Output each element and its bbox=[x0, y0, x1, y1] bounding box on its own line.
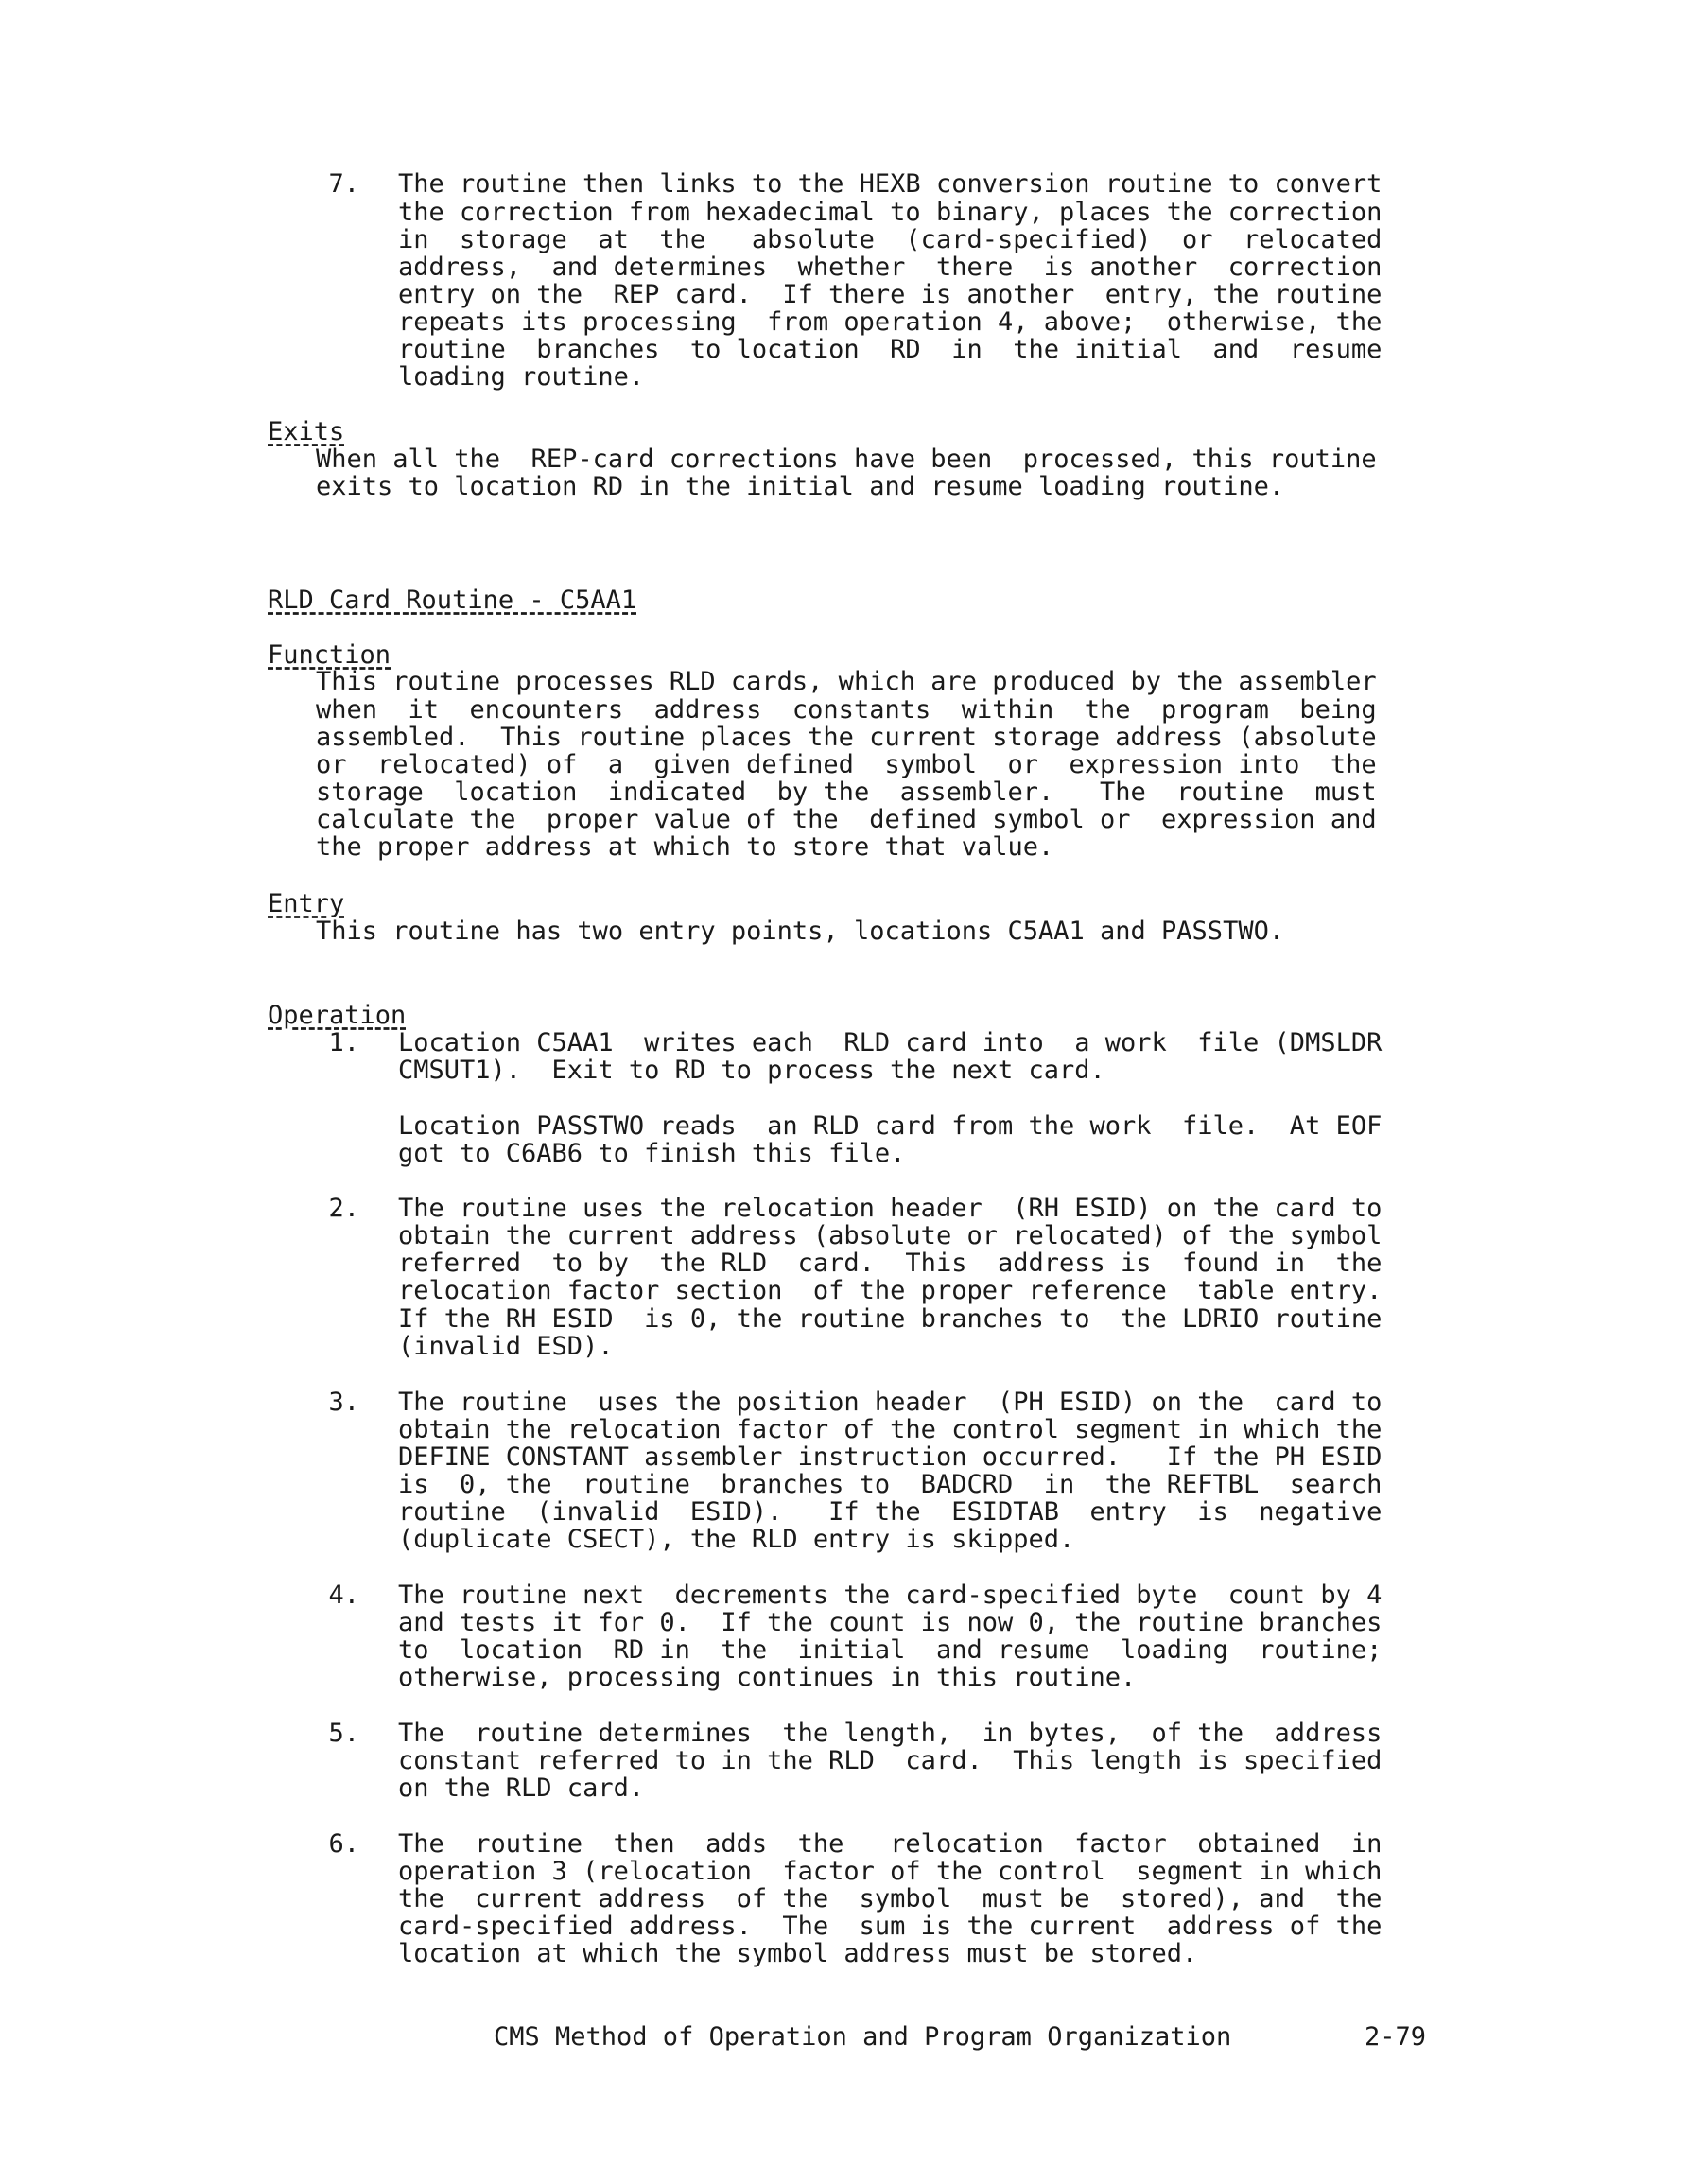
function-line: the proper address at which to store that value. bbox=[316, 832, 1054, 862]
op-4-line: and tests it for 0. If the count is now 0, the routine branches bbox=[398, 1608, 1383, 1637]
op-6-line: operation 3 (relocation factor of the control segment in which bbox=[398, 1857, 1383, 1886]
op-6-line: the current address of the symbol must be stored), and the bbox=[398, 1884, 1383, 1913]
item-7-line: in storage at the absolute (card-specified) or relocated bbox=[398, 225, 1383, 254]
item-7-line: the correction from hexadecimal to binary, places the correction bbox=[398, 198, 1383, 227]
function-line: assembled. This routine places the current storage address (absolute bbox=[316, 723, 1377, 752]
item-7-number: 7. bbox=[328, 169, 359, 199]
op-2-line: referred to by the RLD card. This address is found in the bbox=[398, 1249, 1383, 1278]
op-2-line: relocation factor section of the proper reference table entry. bbox=[398, 1276, 1383, 1305]
op-4-line: to location RD in the initial and resume loading routine; bbox=[398, 1635, 1383, 1665]
op-1-line: Location C5AA1 writes each RLD card into a work file (DMSLDR bbox=[398, 1028, 1383, 1057]
op-3-line: DEFINE CONSTANT assembler instruction occurred. If the PH ESID bbox=[398, 1442, 1383, 1472]
item-7-line: repeats its processing from operation 4, above; otherwise, the bbox=[398, 307, 1383, 337]
function-line: when it encounters address constants within the program being bbox=[316, 695, 1377, 725]
op-3-number: 3. bbox=[328, 1388, 359, 1417]
item-7-line: address, and determines whether there is another correction bbox=[398, 253, 1383, 282]
exits-heading: Exits bbox=[268, 417, 345, 446]
exits-line: When all the REP-card corrections have been processed, this routine bbox=[316, 445, 1377, 474]
function-line: storage location indicated by the assembler. The routine must bbox=[316, 778, 1377, 807]
function-line: This routine processes RLD cards, which are produced by the assembler bbox=[316, 667, 1377, 696]
item-7-line: entry on the REP card. If there is another entry, the routine bbox=[398, 280, 1383, 309]
op-5-line: constant referred to in the RLD card. This length is specified bbox=[398, 1746, 1383, 1775]
op-4-line: otherwise, processing continues in this routine. bbox=[398, 1663, 1137, 1692]
entry-line: This routine has two entry points, locations C5AA1 and PASSTWO. bbox=[316, 917, 1285, 946]
op-2-line: If the RH ESID is 0, the routine branches to the LDRIO routine bbox=[398, 1304, 1383, 1334]
operation-heading: Operation bbox=[268, 1001, 407, 1030]
section-title: RLD Card Routine - C5AA1 bbox=[268, 585, 637, 615]
op-3-line: (duplicate CSECT), the RLD entry is skipped. bbox=[398, 1525, 1075, 1554]
page-number: 2-79 bbox=[1365, 2022, 1427, 2052]
op-2-number: 2. bbox=[328, 1194, 359, 1223]
op-6-line: The routine then adds the relocation factor obtained in bbox=[398, 1829, 1383, 1859]
entry-heading: Entry bbox=[268, 889, 345, 918]
function-heading: Function bbox=[268, 640, 391, 670]
op-4-line: The routine next decrements the card-specified byte count by 4 bbox=[398, 1581, 1383, 1610]
op-2-line: The routine uses the relocation header (RH ESID) on the card to bbox=[398, 1194, 1383, 1223]
op-6-line: location at which the symbol address must be stored. bbox=[398, 1939, 1198, 1968]
op-6-line: card-specified address. The sum is the current address of the bbox=[398, 1912, 1383, 1941]
op-3-line: routine (invalid ESID). If the ESIDTAB entry is negative bbox=[398, 1497, 1383, 1527]
item-7-line: The routine then links to the HEXB conversion routine to convert bbox=[398, 169, 1383, 199]
footer-title: CMS Method of Operation and Program Organization bbox=[494, 2022, 1232, 2052]
op-3-line: The routine uses the position header (PH ESID) on the card to bbox=[398, 1388, 1383, 1417]
op-3-line: is 0, the routine branches to BADCRD in the REFTBL search bbox=[398, 1470, 1383, 1499]
op-3-line: obtain the relocation factor of the control segment in which the bbox=[398, 1415, 1383, 1444]
op-5-line: on the RLD card. bbox=[398, 1773, 645, 1803]
item-7-line: loading routine. bbox=[398, 362, 645, 392]
exits-line: exits to location RD in the initial and resume loading routine. bbox=[316, 472, 1285, 501]
op-5-line: The routine determines the length, in bytes, of the address bbox=[398, 1719, 1383, 1748]
op-2-line: obtain the current address (absolute or relocated) of the symbol bbox=[398, 1221, 1383, 1250]
op-4-number: 4. bbox=[328, 1581, 359, 1610]
op-1-line: got to C6AB6 to finish this file. bbox=[398, 1139, 906, 1168]
op-2-line: (invalid ESD). bbox=[398, 1332, 614, 1361]
op-6-number: 6. bbox=[328, 1829, 359, 1859]
op-1-number: 1. bbox=[328, 1028, 359, 1057]
op-5-number: 5. bbox=[328, 1719, 359, 1748]
function-line: or relocated) of a given defined symbol or expression into the bbox=[316, 750, 1377, 779]
op-1-line: CMSUT1). Exit to RD to process the next card. bbox=[398, 1056, 1105, 1085]
function-line: calculate the proper value of the defined symbol or expression and bbox=[316, 805, 1377, 834]
item-7-line: routine branches to location RD in the initial and resume bbox=[398, 335, 1383, 364]
op-1-line: Location PASSTWO reads an RLD card from the work file. At EOF bbox=[398, 1111, 1383, 1141]
